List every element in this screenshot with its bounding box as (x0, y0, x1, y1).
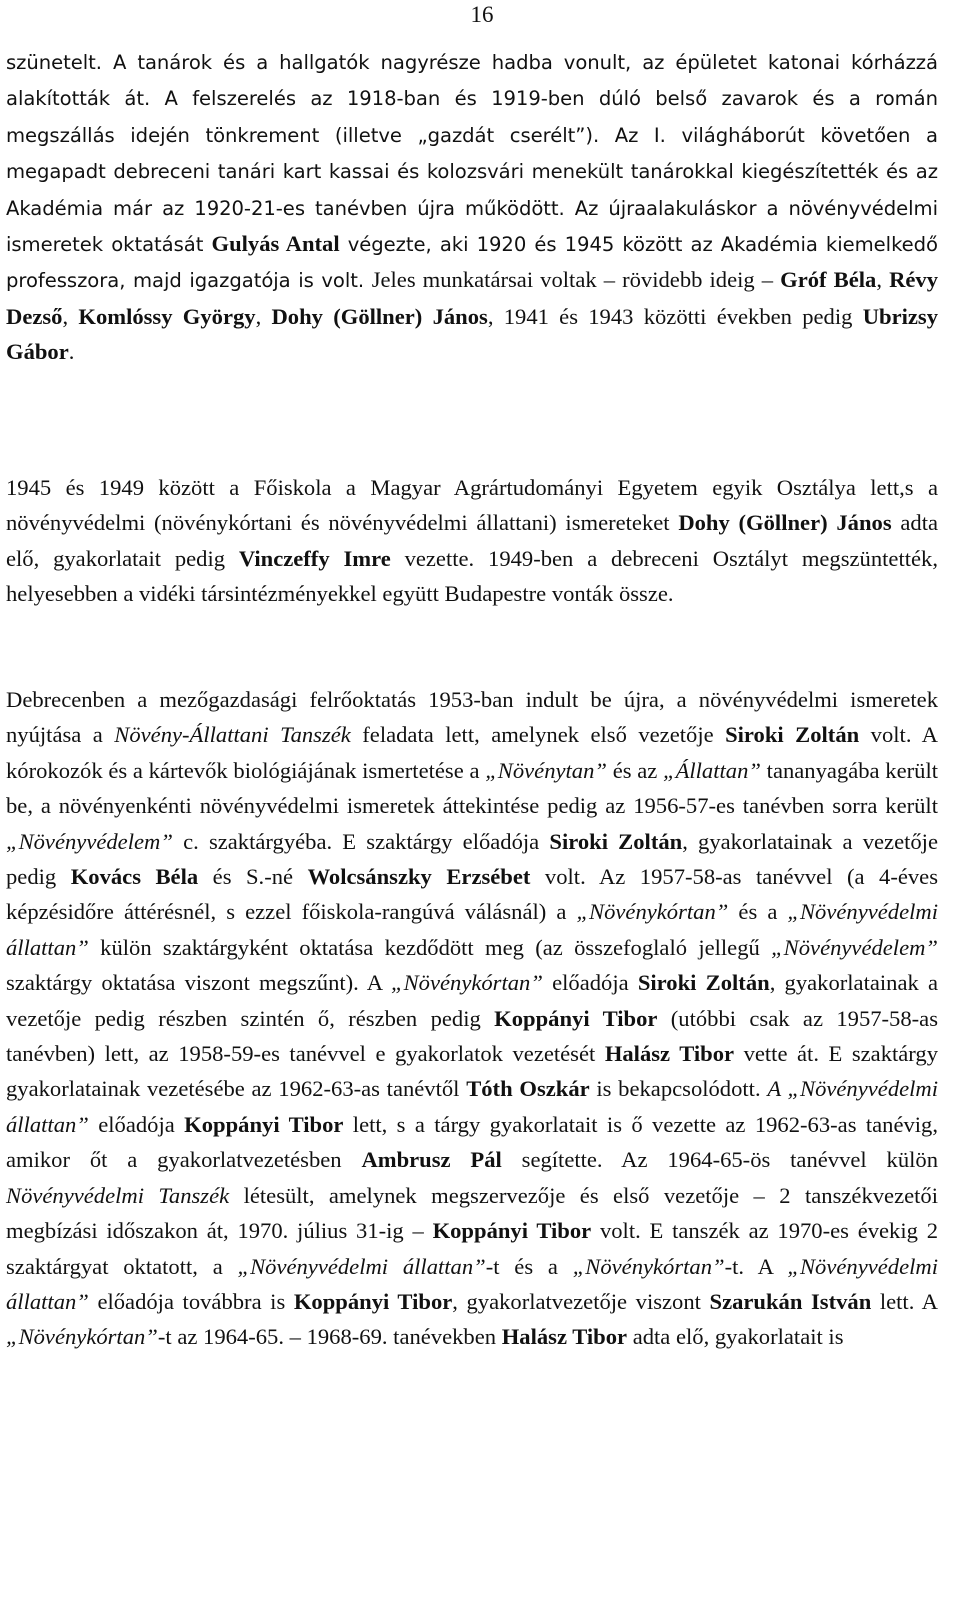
bold-name: Siroki Zoltán (549, 828, 683, 854)
bold-name: Koppányi Tibor (494, 1005, 658, 1031)
text-run: előadója (542, 970, 638, 996)
bold-name: Koppányi Tibor (432, 1218, 592, 1244)
italic-title: A „Növényvédelmi állattan” (6, 1076, 939, 1137)
bold-name: Halász Tibor (604, 1041, 735, 1067)
text-run: vezette. 1949-ben a debreceni Osztályt megszüntették, helyesebben a vidéki társintézményekkel együtt Budapestre vonták össze. (6, 545, 938, 607)
italic-title: „Növénykórtan” (576, 899, 729, 925)
text-run: -t az 1964-65. – 1968-69. tanévekben (157, 1324, 502, 1350)
text-run: külön szaktárgyként oktatása kezdődött meg (az összefoglaló jellegű (88, 934, 772, 960)
text-run: vette át. E szaktárgy gyakorlatainak vezetésébe az 1962-63-as tanévtől (6, 1041, 939, 1102)
bold-name: Vinczeffy Imre (238, 545, 391, 571)
text-run: végezte, aki 1920 és 1945 között az Akadémia kiemelkedő professzora, majd igazgatója is volt. (6, 233, 938, 293)
text-run: volt. A kórokozók és a kártevők biológiájának ismertetése a (6, 722, 939, 783)
bold-name: Koppányi Tibor (293, 1288, 453, 1314)
italic-title: „Növénytan” (485, 757, 607, 783)
text-run: is bekapcsolódott. (589, 1076, 768, 1102)
paragraph-3 (6, 682, 938, 1355)
italic-title: Növény-Állattani Tanszék (114, 722, 351, 748)
text-run: Jeles munkatársai voltak – rövidebb ideig – (371, 267, 781, 293)
italic-title: „Növénykórtan” (391, 970, 543, 996)
paragraph-1 (6, 44, 938, 370)
page-number: 16 (470, 2, 494, 27)
text-run: c. szaktárgyéba. E szaktárgy előadója (172, 828, 550, 854)
text-run: volt. Az 1957-58-as tanévvel (a 4-éves képzésidőre áttérésnél, s ezzel főiskola-rangúvá válásnál) a (6, 864, 938, 925)
text-run: lett, s a tárgy gyakorlatait is ő vezette az 1962-63-as tanévig, amikor őt a gyakorlatvezetésben (6, 1111, 939, 1173)
bold-name: Gulyás Antal (211, 231, 340, 257)
text-run: , gyakorlatainak a vezetője pedig (6, 828, 938, 890)
text-run: és az (606, 757, 664, 783)
italic-title: „Növényvédelem” (6, 828, 173, 854)
bold-name: Ubrizsy Gábor (6, 303, 938, 365)
bold-name: Siroki Zoltán (637, 970, 770, 996)
text-run: létesült, amelynek megszervezője és első vezetője – 2 tanszékvezetői megbízási időszakon át, 1970. július 31-ig – (6, 1182, 938, 1244)
text-run: lett. A (871, 1288, 938, 1314)
italic-title: „Növénykórtan” (572, 1253, 725, 1279)
bold-name: Dohy (Göllner) János (271, 303, 488, 329)
text-run: , (62, 303, 79, 329)
text-run: , (876, 267, 890, 293)
text-run: adta elő, gyakorlatait pedig (6, 510, 938, 571)
paragraph-2 (6, 470, 938, 612)
italic-title: Növényvédelmi Tanszék (6, 1182, 230, 1208)
bold-name: Komlóssy György (78, 303, 256, 329)
text-run: szünetelt. A tanárok és a hallgatók nagyrésze hadba vonult, az épületet katonai kórházzá alakították át. A felszerelés az 1918-ban és 1919-ben dúló belső zavarok és a román megszállás idején tönkrement (illetve „gazdát cserélt”). Az I. (6, 51, 938, 147)
text-run: Debrecenben a mezőgazdasági felrőoktatás 1953-ban indult be újra, a növényvédelmi ismeretek nyújtása a (6, 687, 938, 748)
text-run: -t és a (485, 1253, 573, 1279)
bold-name: Gróf Béla (780, 267, 877, 293)
bold-name: Koppányi Tibor (184, 1111, 344, 1137)
text-run: , gyakorlatvezetője viszont (452, 1288, 710, 1314)
text-run: , gyakorlatainak a vezetője pedig részben szintén ő, részben pedig (6, 970, 939, 1031)
bold-name: Wolcsánszky Erzsébet (307, 864, 531, 890)
bold-name: Ambrusz Pál (361, 1147, 502, 1173)
bold-name: Dohy (Göllner) János (678, 510, 892, 536)
text-run: , (255, 303, 272, 329)
text-run: adta elő, gyakorlatait is (627, 1324, 844, 1350)
bold-name: Szarukán István (709, 1288, 872, 1314)
italic-title: „Növényvédelmi állattan” (6, 899, 938, 960)
bold-name: Tóth Oszkár (466, 1076, 590, 1102)
bold-name: Halász Tibor (501, 1324, 628, 1350)
text-run: segítette. Az 1964-65-ös tanévvel külön (501, 1147, 938, 1173)
text-run: és S.-né (198, 864, 308, 890)
text-run: . (68, 339, 75, 365)
italic-title: „Állattan” (663, 757, 761, 783)
text-run: világháborút követően a megapadt debreceni tanári kart kassai és kolozsvári menekült tanárokkal kiegészítették és az Akadémia már az 1920-21-es tanévben újra működött. Az újraalakuláskor a növényvédelmi ismeretek oktatását (6, 123, 938, 257)
italic-title: „Növényvédelmi állattan” (237, 1253, 486, 1279)
italic-title: „Növénykórtan” (6, 1324, 158, 1350)
italic-title: „Növényvédelem” (771, 934, 938, 960)
bold-name: Kovács Béla (70, 864, 199, 890)
bold-name: Révy Dezső (6, 267, 939, 329)
text-run: előadója továbbra is (88, 1288, 294, 1314)
text-run: feladata lett, amelynek első vezetője (350, 722, 726, 748)
text-run: 1945 és 1949 között a Főiskola a Magyar Agrártudományi Egyetem egyik Osztálya lett,s a növényvédelmi (növénykórtani és növényvédelmi állattani) ismereteket (6, 475, 938, 536)
text-run: (utóbbi csak az 1957-58-as tanévben) lett, az 1958-59-es tanévvel e gyakorlatok vezetését (6, 1005, 938, 1067)
text-run: tananyagába került be, a növényenkénti növényvédelmi ismeretek áttekintése pedig az 1956-57-es tanévben sorra került (6, 757, 938, 819)
bold-name: Siroki Zoltán (725, 722, 860, 748)
text-run: , 1941 és 1943 közötti években pedig (487, 303, 863, 329)
text-run: és a (728, 899, 788, 925)
text-run: szaktárgy oktatása viszont megszűnt). A (6, 970, 392, 996)
italic-title: „Növényvédelmi állattan” (6, 1253, 938, 1314)
text-run: -t. A (724, 1253, 788, 1279)
text-run: volt. E tanszék az 1970-es évekig 2 szaktárgyat oktatott, a (6, 1218, 938, 1279)
text-run: előadója (88, 1111, 185, 1137)
